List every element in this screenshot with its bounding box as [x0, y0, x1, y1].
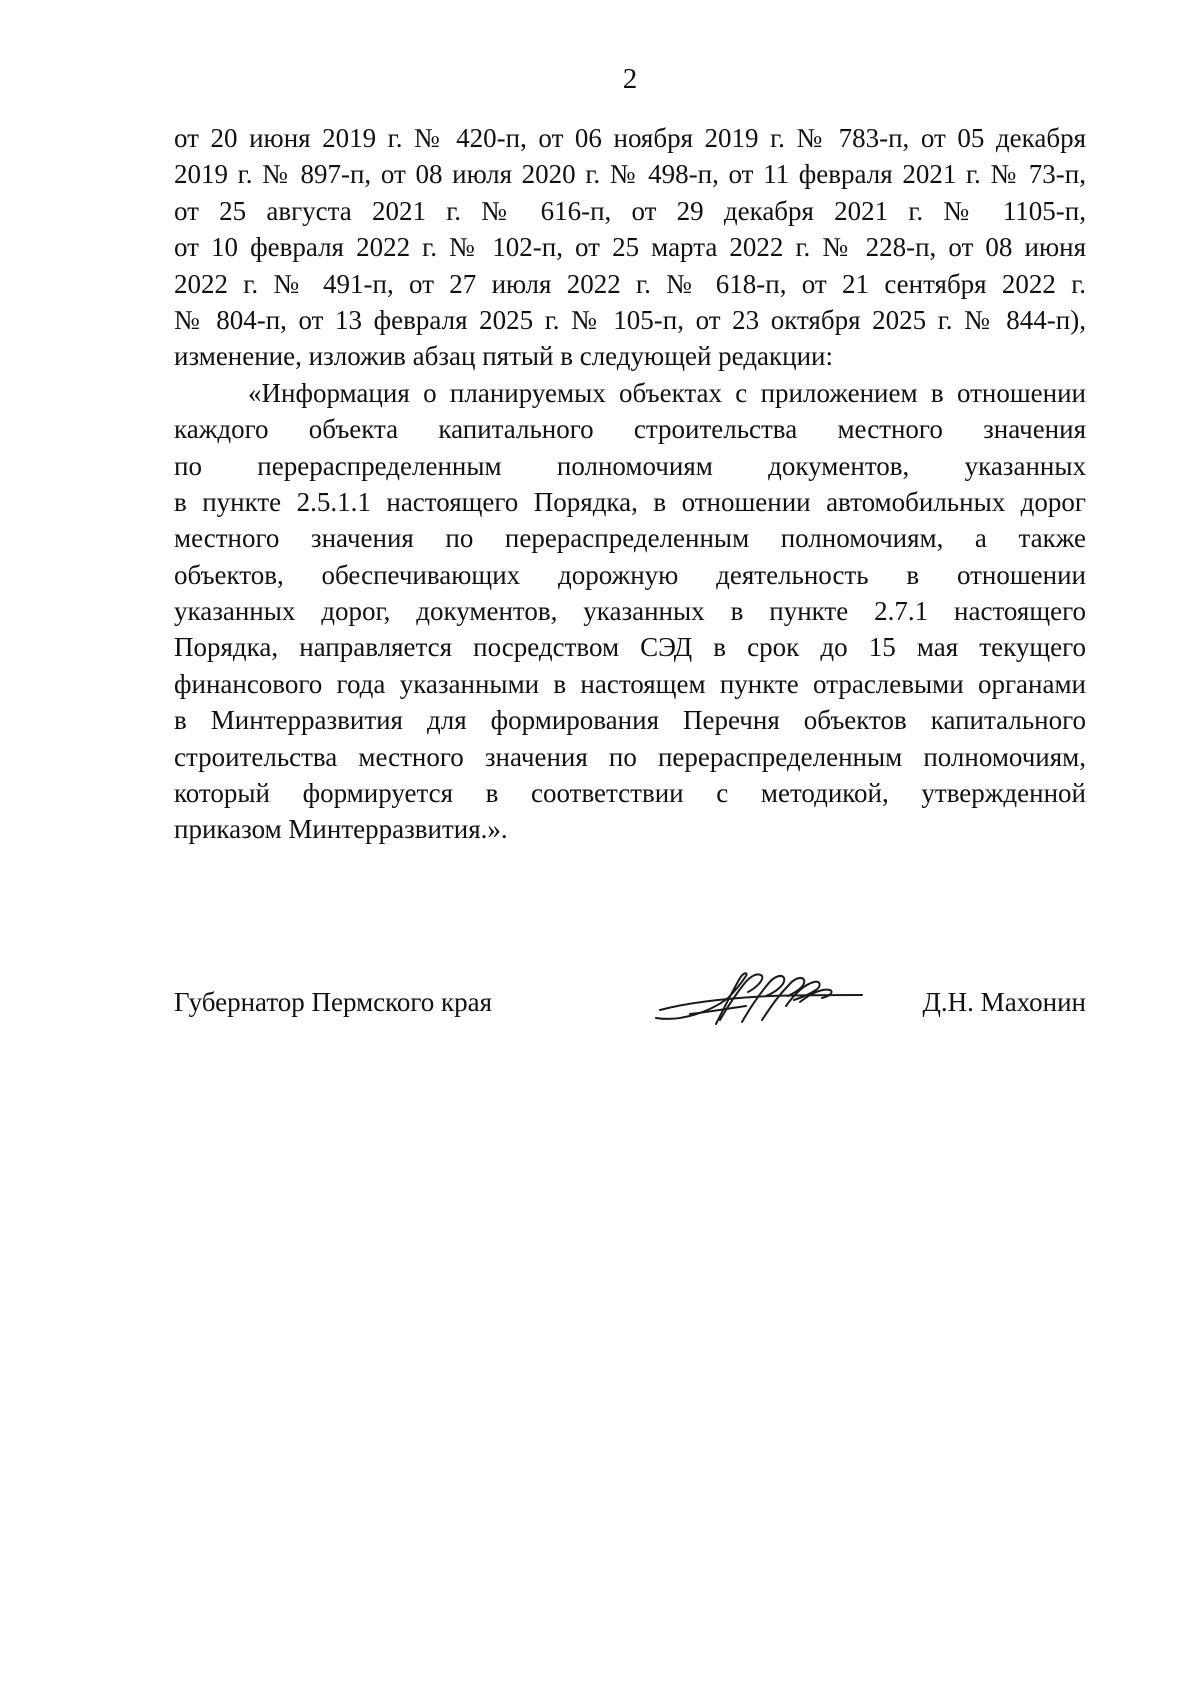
text-line: финансового года указанными в настоящем пункте отраслевыми органами — [174, 668, 1086, 699]
text-line: 2022 г. № 491-п, от 27 июля 2022 г. № 618-п, от 21 сентября 2022 г. — [174, 268, 1086, 299]
signatory-name: Д.Н. Махонин — [922, 987, 1086, 1017]
signature-block — [174, 984, 1086, 1044]
body-text — [174, 120, 1086, 848]
text-line: в Минтерразвития для формирования Перечня объектов капитального — [174, 705, 1086, 736]
text-line: каждого объекта капитального строительства местного значения — [174, 414, 1086, 445]
text-line: изменение, изложив абзац пятый в следующей редакции: — [174, 341, 833, 372]
text-line: Порядка, направляется посредством СЭД в срок до 15 мая текущего — [174, 632, 1086, 663]
handwritten-signature-icon — [650, 962, 870, 1034]
paragraph-first-line: «Информация о планируемых объектах с приложением в отношении — [248, 377, 1086, 408]
text-line: местного значения по перераспределенным полномочиям, а также — [174, 523, 1086, 554]
text-line: от 25 августа 2021 г. № 616-п, от 29 декабря 2021 г. № 1105-п, — [174, 195, 1086, 226]
text-line: 2019 г. № 897-п, от 08 июля 2020 г. № 498-п, от 11 февраля 2021 г. № 73-п, — [174, 159, 1086, 190]
text-line: № 804-п, от 13 февраля 2025 г. № 105-п, от 23 октября 2025 г. № 844-п), — [174, 304, 1086, 335]
text-line: который формируется в соответствии с методикой, утвержденной — [174, 778, 1086, 809]
text-line: от 20 июня 2019 г. № 420-п, от 06 ноября 2019 г. № 783-п, от 05 декабря — [174, 123, 1086, 153]
text-line: от 10 февраля 2022 г. № 102-п, от 25 марта 2022 г. № 228-п, от 08 июня — [174, 232, 1086, 263]
text-line: в пункте 2.5.1.1 настоящего Порядка, в отношении автомобильных дорог — [174, 486, 1086, 517]
text-line: указанных дорог, документов, указанных в пункте 2.7.1 настоящего — [174, 596, 1086, 627]
text-line: объектов, обеспечивающих дорожную деятельность в отношении — [174, 559, 1086, 590]
signatory-title: Губернатор Пермского края — [174, 987, 493, 1017]
page-number: 2 — [622, 63, 638, 95]
text-line: строительства местного значения по перераспределенным полномочиям, — [174, 741, 1086, 772]
text-line: по перераспределенным полномочиям документов, указанных — [174, 450, 1086, 481]
text-line: приказом Минтерразвития.». — [174, 814, 508, 845]
